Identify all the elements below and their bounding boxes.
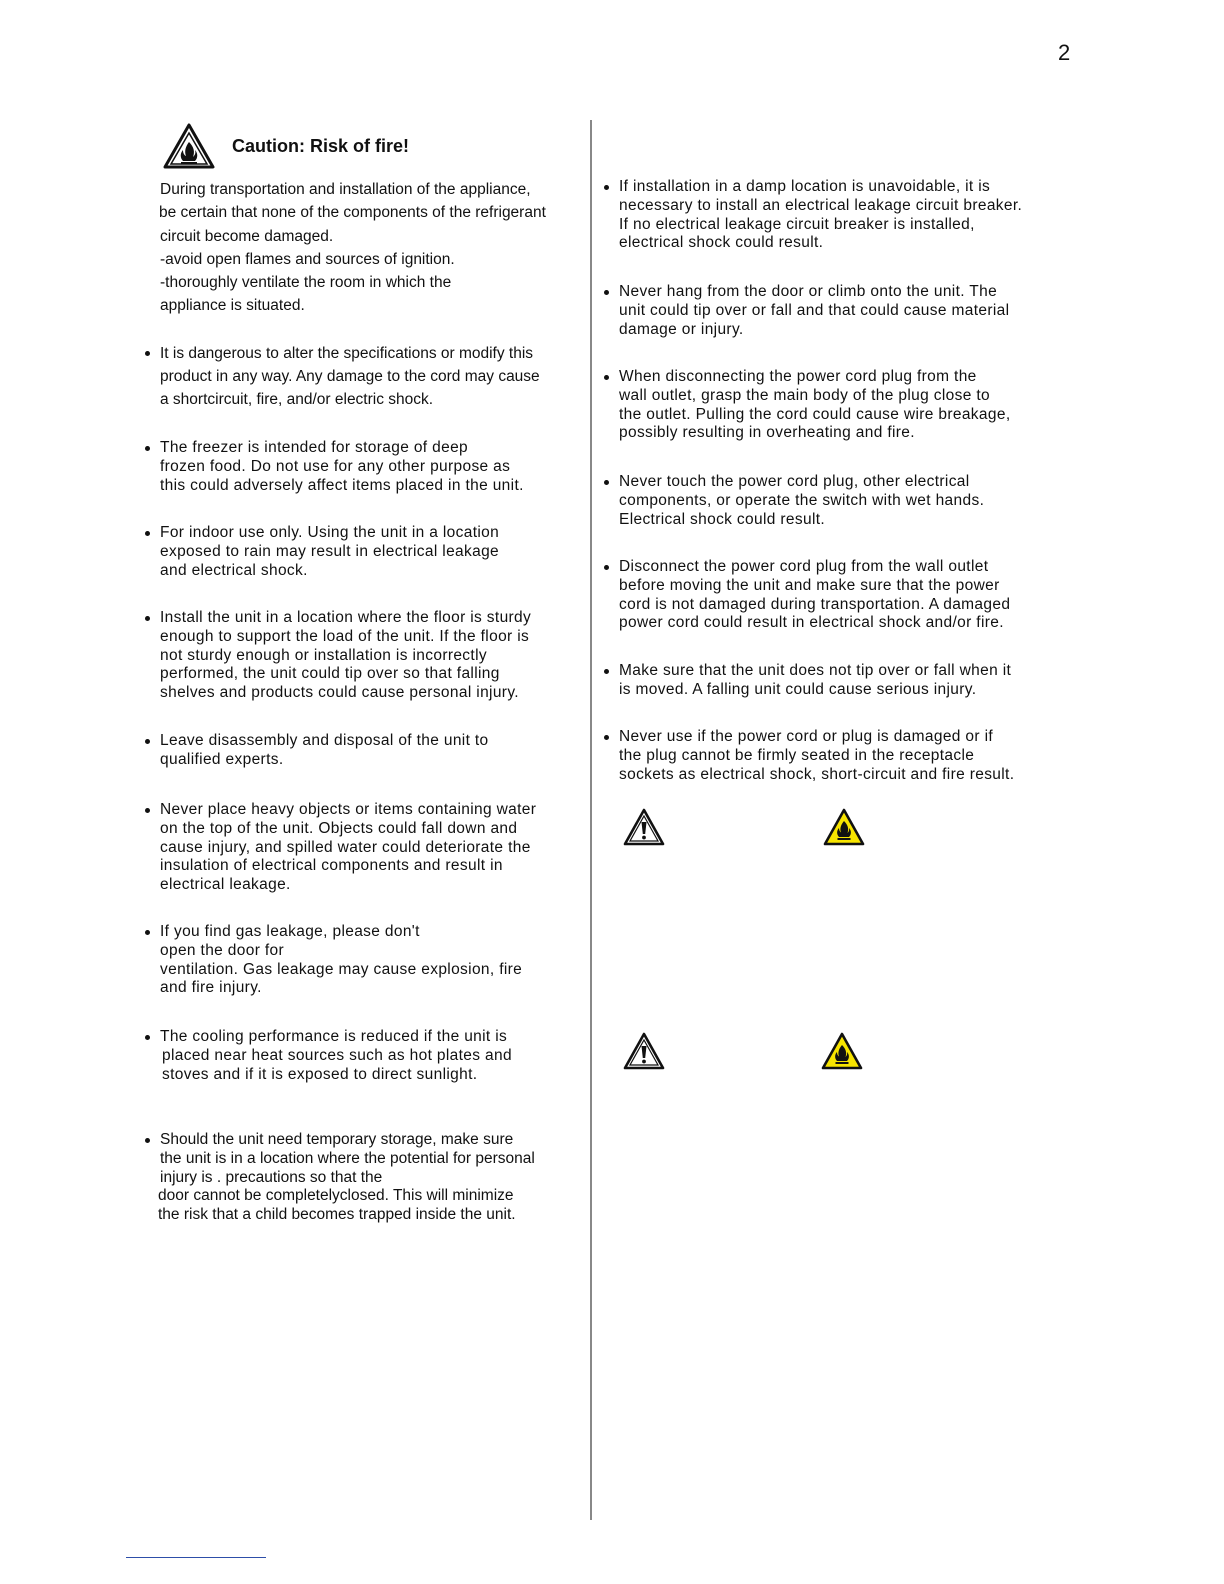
bullet-line: If no electrical leakage circuit breaker is installed, [619,215,975,233]
bullet-item [604,178,1022,253]
bullet-line: Should the unit need temporary storage, make sure [160,1131,514,1148]
bullet-dot [145,1035,150,1040]
bullet-line: electrical shock could result. [619,234,824,252]
bullet-line: not sturdy enough or installation is incorrectly [160,646,487,664]
bullet-line: open the door for [160,941,285,959]
bullet-item [145,801,536,895]
bullet-item [604,662,1011,700]
bullet-line: stoves and if it is exposed to direct sunlight. [162,1065,478,1083]
bullet-item [604,368,1010,443]
bullet-line: Never use if the power cord or plug is damaged or if [619,728,994,745]
bullet-line: components, or operate the switch with wet hands. [619,491,985,509]
bullet-line: wall outlet, grasp the main body of the plug close to [619,386,990,404]
bullet-dot [604,735,609,740]
left-column [0,0,590,1584]
bullet-line: damage or injury. [619,320,744,338]
bullet-dot [145,739,150,744]
bullet-line: the plug cannot be firmly seated in the receptacle [619,746,975,764]
bullet-line: door cannot be completelyclosed. This will minimize [158,1187,514,1205]
bullet-line: unit could tip over or fall and that could cause material [619,301,1010,319]
bullet-line: this could adversely affect items placed in the unit. [160,476,524,494]
bullet-dot [145,446,150,451]
bullet-line: and fire injury. [160,979,262,997]
intro-line: -avoid open flames and sources of ignition. [160,250,455,268]
bullet-line: electrical leakage. [160,876,291,894]
bullet-item [604,728,1014,784]
bullet-line: The freezer is intended for storage of deep [160,439,469,456]
intro-line: be certain that none of the components of the refrigerant [159,204,546,222]
exclamation-warning-icon [622,807,666,847]
bullet-dot [604,375,609,380]
bullet-line: cause injury, and spilled water could deteriorate the [160,838,531,856]
fire-warning-icon [162,122,216,170]
bullet-line: Electrical shock could result. [619,510,826,528]
bullet-item [145,732,489,770]
bullet-line: cord is not damaged during transportation. A damaged [619,595,1011,613]
bullet-line: Never hang from the door or climb onto the unit. The [619,283,998,300]
bullet-item [145,1028,512,1084]
bullet-dot [604,480,609,485]
bullet-dot [604,669,609,674]
bullet-line: shelves and products could cause personal injury. [160,684,519,702]
flammable-warning-icon [822,807,866,847]
exclamation-warning-icon [622,1031,666,1071]
bullet-dot [145,351,150,356]
bullet-item [145,524,499,580]
bullet-line: Leave disassembly and disposal of the unit to [160,732,489,749]
bullet-dot [604,185,609,190]
bullet-line: enough to support the load of the unit. If the floor is [160,627,530,645]
bullet-dot [145,1138,150,1143]
bullet-line: Make sure that the unit does not tip over or fall when it [619,662,1012,679]
bullet-dot [604,565,609,570]
bullet-dot [145,930,150,935]
right-column [592,0,1224,1584]
bullet-line: When disconnecting the power cord plug from the [619,368,977,385]
bullet-line: power cord could result in electrical shock and/or fire. [619,614,1004,632]
bullet-line: the risk that a child becomes trapped inside the unit. [158,1206,516,1224]
page-number: 2 [1058,40,1071,65]
intro-line: During transportation and installation of the appliance, [160,181,531,198]
flammable-warning-icon [820,1031,864,1071]
bullet-line: on the top of the unit. Objects could fall down and [160,819,518,837]
bullet-line: before moving the unit and make sure that the power [619,576,1000,594]
bullet-item [604,473,984,529]
intro-line: circuit become damaged. [160,227,334,245]
caution-intro [160,178,588,318]
bullet-line: For indoor use only. Using the unit in a location [160,524,500,541]
bullet-line: placed near heat sources such as hot plates and [162,1046,512,1064]
bullet-dot [145,616,150,621]
bullet-line: The cooling performance is reduced if the unit is [160,1028,508,1045]
bullet-line: is moved. A falling unit could cause serious injury. [619,680,977,698]
bullet-item [145,923,522,998]
bullet-line: a shortcircuit, fire, and/or electric shock. [160,391,434,408]
bullet-item [145,1131,535,1225]
bullet-item [145,342,540,411]
bullet-line: Never place heavy objects or items containing water [160,801,537,818]
bullet-line: ventilation. Gas leakage may cause explosion, fire [160,960,523,978]
bullet-dot [145,531,150,536]
footer-rule [126,1557,266,1558]
bullet-dot [604,290,609,295]
bullet-item [145,609,531,703]
bullet-line: exposed to rain may result in electrical leakage [160,542,500,560]
bullet-dot [145,808,150,813]
bullet-line: performed, the unit could tip over so that falling [160,665,500,683]
bullet-item [604,283,1009,339]
bullet-line: If you find gas leakage, please don't [160,923,420,940]
bullet-line: necessary to install an electrical leakage circuit breaker. [619,196,1023,214]
intro-line: appliance is situated. [160,297,305,315]
bullet-line: Install the unit in a location where the floor is sturdy [160,609,532,626]
bullet-item [604,558,1010,633]
bullet-line: the unit is in a location where the potential for personal [160,1149,535,1167]
intro-line: -thoroughly ventilate the room in which the [160,274,452,292]
bullet-line: injury is . precautions so that the [160,1168,383,1186]
bullet-line: Never touch the power cord plug, other electrical [619,473,970,490]
bullet-line: insulation of electrical components and result in [160,857,503,875]
bullet-line: frozen food. Do not use for any other purpose as [160,457,511,475]
bullet-line: sockets as electrical shock, short-circuit and fire result. [619,765,1015,783]
bullet-item [145,439,524,495]
bullet-line: possibly resulting in overheating and fire. [619,424,915,442]
bullet-line: qualified experts. [160,750,284,768]
bullet-line: Disconnect the power cord plug from the wall outlet [619,558,989,575]
bullet-line: product in any way. Any damage to the cord may cause [160,368,540,385]
bullet-line: If installation in a damp location is unavoidable, it is [619,178,991,195]
bullet-line: the outlet. Pulling the cord could cause wire breakage, [619,405,1011,423]
bullet-line: It is dangerous to alter the specifications or modify this [160,345,534,362]
bullet-line: and electrical shock. [160,561,308,579]
caution-title: Caution: Risk of fire! [232,136,410,156]
